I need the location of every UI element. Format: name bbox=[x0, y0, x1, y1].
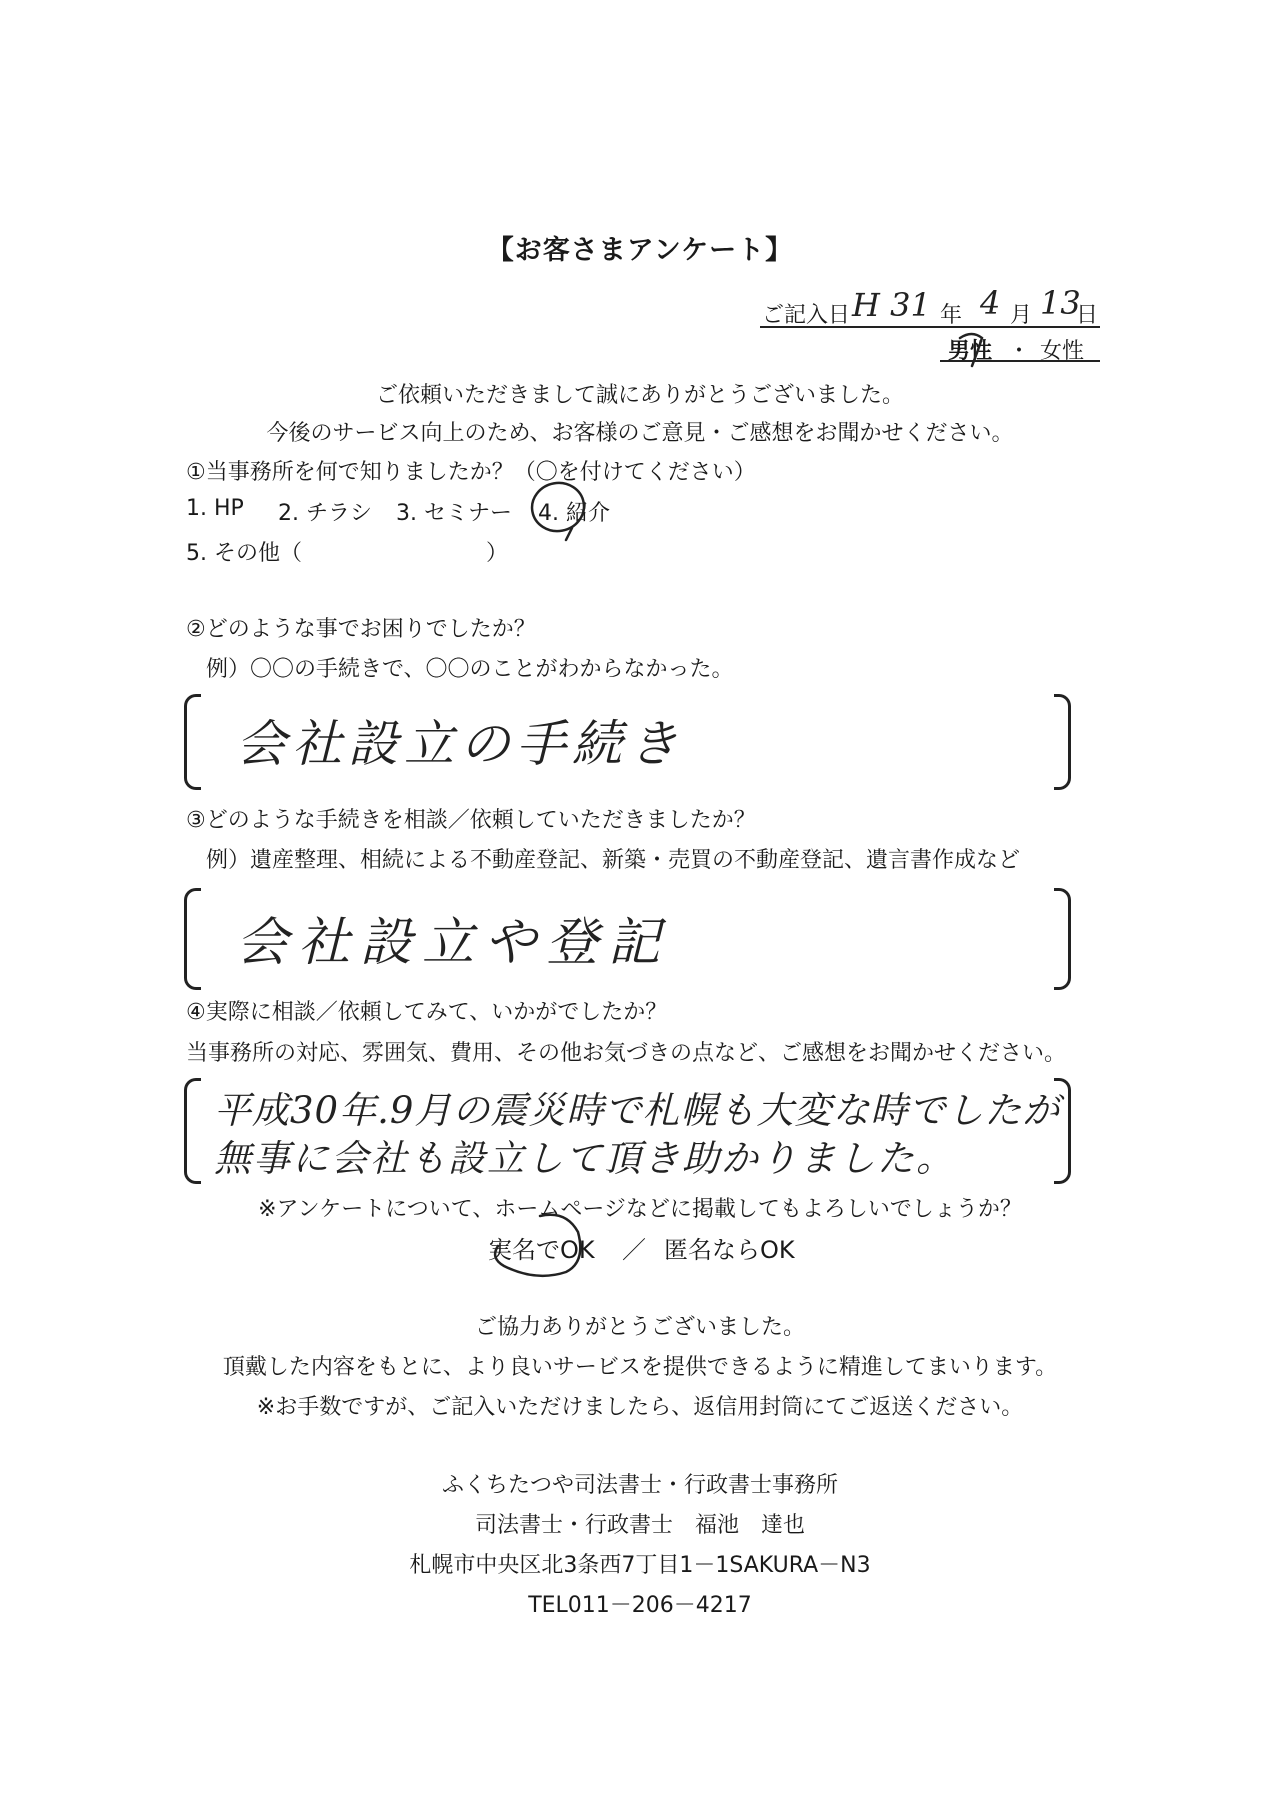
q1-option-referral[interactable]: 4. 紹介 bbox=[538, 501, 610, 526]
gender-selection-mark bbox=[960, 334, 982, 366]
closing-line-3: ※お手数ですが、ご記入いただけましたら、返信用封筒にてご返送ください。 bbox=[256, 1395, 1024, 1420]
q4-example: 当事務所の対応、雰囲気、費用、その他お気づきの点など、ご感想をお聞かせください。 bbox=[186, 1041, 1067, 1066]
entry-date-month-unit: 月 bbox=[1010, 303, 1033, 328]
publish-question: ※アンケートについて、ホームページなどに掲載してもよろしいでしょうか？ bbox=[258, 1197, 1022, 1222]
intro-line-2: 今後のサービス向上のため、お客様のご意見・ご感想をお聞かせください。 bbox=[266, 421, 1014, 446]
office-tel: TEL011－206－4217 bbox=[528, 1593, 752, 1618]
q2-question: ②どのような事でお困りでしたか？ bbox=[186, 617, 536, 642]
q1-question: ①当事務所を何で知りましたか？（〇を付けてください） bbox=[186, 460, 756, 485]
closing-line-2: 頂戴した内容をもとに、より良いサービスを提供できるように精進してまいります。 bbox=[222, 1355, 1058, 1380]
q3-answer[interactable]: 会社設立や登記 bbox=[236, 913, 671, 973]
entry-date-year-unit: 年 bbox=[940, 303, 963, 328]
q4-answer-line-2[interactable]: 無事に会社も設立して頂き助かりました。 bbox=[214, 1137, 955, 1180]
gender-male[interactable]: 男性 bbox=[948, 339, 993, 364]
q1-selection-circle bbox=[528, 479, 588, 535]
entry-date-month[interactable]: 4 bbox=[980, 284, 1001, 322]
entry-date-era-year[interactable]: H 31 bbox=[852, 286, 931, 324]
entry-date-day[interactable]: 13 bbox=[1040, 284, 1081, 322]
entry-date-day-unit: 日 bbox=[1076, 303, 1099, 328]
entry-date-label: ご記入日 bbox=[762, 303, 851, 328]
publish-selection-circle bbox=[495, 1215, 580, 1276]
q4-answer-line-1[interactable]: 平成30年.9月の震災時で札幌も大変な時でしたが bbox=[214, 1089, 1061, 1132]
q1-option-other[interactable]: 5. その他（ bbox=[186, 541, 302, 566]
closing-line-1: ご協力ありがとうございました。 bbox=[474, 1315, 805, 1340]
q1-option-seminar[interactable]: 3. セミナー bbox=[396, 501, 512, 526]
gender-female[interactable]: 女性 bbox=[1040, 339, 1085, 364]
q2-answer[interactable]: 会社設立の手続き bbox=[236, 715, 684, 773]
publish-option-real-name[interactable]: 実名でOK bbox=[488, 1236, 595, 1264]
publish-separator: ／ bbox=[622, 1236, 646, 1264]
office-representative: 司法書士・行政書士 福池 達也 bbox=[474, 1513, 805, 1538]
q1-option-hp[interactable]: 1. HP bbox=[186, 496, 244, 521]
intro-line-1: ご依頼いただきまして誠にありがとうございました。 bbox=[375, 383, 904, 408]
q3-question: ③どのような手続きを相談／依頼していただきましたか？ bbox=[186, 808, 756, 833]
survey-title: 【お客さまアンケート】 bbox=[486, 235, 794, 266]
publish-option-anonymous[interactable]: 匿名ならOK bbox=[664, 1236, 795, 1264]
q1-option-other-close: ） bbox=[486, 541, 509, 566]
q4-question: ④実際に相談／依頼してみて、いかがでしたか？ bbox=[186, 1000, 668, 1025]
q1-option-flyer[interactable]: 2. チラシ bbox=[278, 501, 372, 526]
office-name: ふくちたつや司法書士・行政書士事務所 bbox=[441, 1473, 838, 1498]
office-address: 札幌市中央区北3条西7丁目1－1SAKURA－N3 bbox=[409, 1553, 871, 1578]
gender-separator: ・ bbox=[1008, 339, 1031, 364]
q2-example: 例）〇〇の手続きで、〇〇のことがわからなかった。 bbox=[206, 657, 734, 682]
q3-example: 例）遺産整理、相続による不動産登記、新築・売買の不動産登記、遺言書作成など bbox=[206, 848, 1021, 873]
